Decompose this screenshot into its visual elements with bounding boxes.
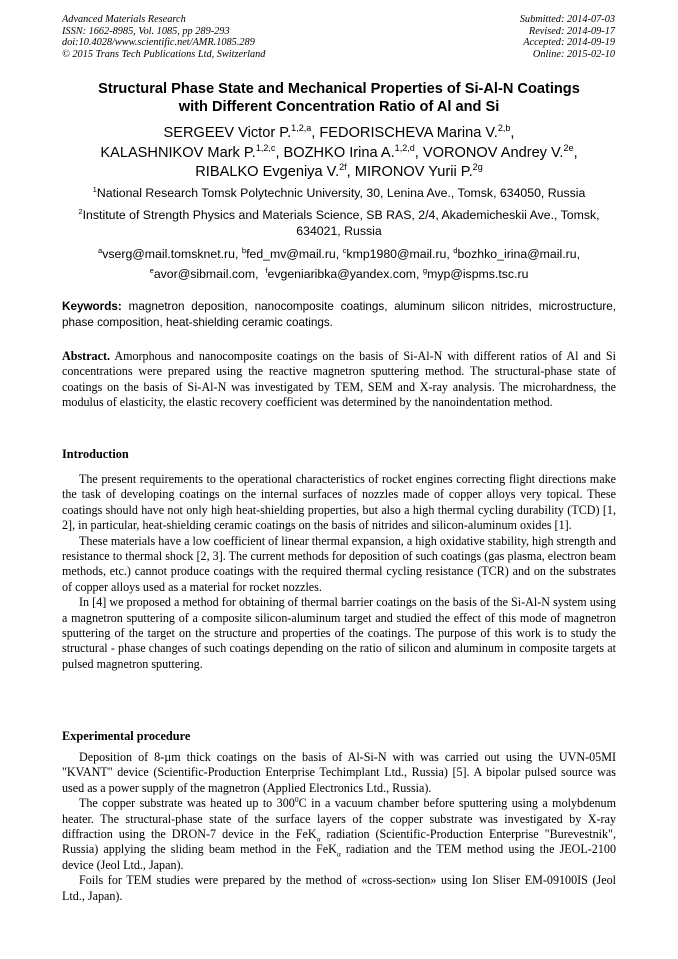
keywords-label: Keywords:	[62, 300, 122, 313]
paragraph: In [4] we proposed a method for obtaining of thermal barrier coatings on the basis of the Si-Al-N system using a magnetron sputtering of a composite silicon-aluminum target and studied the effect of this mode of magnetron sputtering of the target on the structure and properties of the coatings. The purpose of this work is to study the structural - phase changes of such coatings depending on the ratio of silicon and aluminum in composite targets at pulsed magnetron sputtering.	[62, 595, 616, 671]
text-run: C in a vacuum chamber before sputtering using a molybdenum heater. The structural-phase state of the surface layers of the copper substrate was investigated by X-ray diffraction using the DRON-7 device in the FeK	[62, 796, 616, 842]
paragraph	[62, 796, 616, 873]
email-address: avor@sibmail.com,	[153, 267, 259, 281]
keywords	[62, 299, 616, 330]
journal-name: Advanced Materials Research	[62, 14, 186, 25]
paragraph: Foils for TEM studies were prepared by the method of «cross-section» using Ion Sliser EM-09100IS (Jeol Ltd., Japan).	[62, 873, 616, 903]
subscript: α	[336, 849, 341, 859]
author-affiliation-mark: 2f	[339, 162, 347, 173]
email-mark: b	[241, 245, 247, 255]
affiliation-mark: 1	[92, 184, 97, 194]
author-name: VORONOV Andrey V.	[422, 144, 564, 161]
superscript: 0	[294, 795, 299, 805]
email-address: vserg@mail.tomsknet.ru,	[102, 247, 239, 261]
journal-header	[62, 14, 265, 60]
text-run: radiation and the TEM method using the JEOL-2100 device (Jeol Ltd., Japan).	[62, 842, 616, 872]
author-name: KALASHNIKOV Mark P.	[100, 144, 256, 161]
title-line-2: with Different Concentration Ratio of Al and Si	[178, 99, 500, 115]
keywords-text: magnetron deposition, nanocomposite coatings, aluminum silicon nitrides, microstructure, phase composition, heat-shielding ceramic coatings.	[62, 300, 617, 329]
email-mark: d	[453, 245, 458, 255]
email-mark: c	[342, 245, 347, 255]
email-list	[62, 244, 616, 284]
email-mark: g	[422, 265, 428, 275]
revised-date: Revised: 2014-09-17	[528, 25, 615, 37]
affiliation-2	[62, 207, 616, 239]
paragraph: The present requirements to the operational characteristics of rocket engines correcting flight directions make the task of developing coatings on the internal surfaces of nozzles made of copper alloys very topical. These coatings should have not only high heat-shielding properties, but also a high thermal cycling durability (TCD) [1, 2], in particular, heat-shielding ceramic coatings on the basis of nitrides and silicon-aluminum oxides [1].	[62, 472, 616, 533]
author-name: MIRONOV Yurii P.	[354, 164, 473, 180]
author-affiliation-mark: 2g	[472, 162, 483, 173]
email-mark: a	[97, 245, 103, 255]
affiliation-1	[62, 185, 616, 201]
email-address: kmp1980@mail.ru,	[346, 247, 450, 261]
affiliation-text: Institute of Strength Physics and Materials Science, SB RAS, 2/4, Akademicheskii Ave., Tomsk, 634021, Russia	[82, 208, 600, 238]
affiliation-text: National Research Tomsk Polytechnic University, 30, Lenina Ave., Tomsk, 634050, Russia	[96, 186, 586, 200]
issn: ISSN: 1662-8985, Vol. 1085, pp 289-293	[62, 25, 230, 37]
subscript: α	[316, 834, 321, 844]
email-address: fed_mv@mail.ru,	[246, 247, 340, 261]
email-mark: f	[265, 265, 268, 275]
author-name: BOZHKO Irina A.	[283, 144, 395, 161]
author-list: SERGEEV Victor P.$^{1,2,a}$, FEDORISCHEVA Marina V.$^{2,b}$, KALASHNIKOV Mark P.$^{1,2,c}$, BOZHKO Irina A.$^{1,2,d}$, VORONOV Andrey V.$^{2e}$, RIBALKO Evgeniya V.$^{2f}$, MIRONOV Yurii P.$^{2g}$	[100, 123, 578, 180]
submitted-date: Submitted: 2014-07-03	[519, 14, 615, 25]
separator: ,	[346, 164, 355, 180]
email-address: evgeniaribka@yandex.com,	[267, 267, 420, 281]
author-affiliation-mark: 1,2,d	[394, 142, 415, 153]
section-heading-introduction: Introduction	[62, 447, 129, 461]
section-heading-experimental: Experimental procedure	[62, 729, 191, 743]
author-affiliation-mark: 1,2,c	[255, 142, 276, 153]
separator: ,	[275, 144, 284, 161]
abstract-label: Abstract.	[62, 349, 111, 363]
abstract-text: Amorphous and nanocomposite coatings on the basis of Si-Al-N with different ratios of Al and Si concentrations were prepared using the reactive magnetron sputtering method. The structural-phase state of coatings on the basis of Si-Al-N was investigated by TEM, SEM and X-ray analysis. The microhardness, the modulus of elasticity, the elastic recovery coefficient was determined by the nanoindentation method.	[62, 349, 616, 410]
text-run: The copper substrate was heated up to 300	[79, 796, 295, 811]
copyright: © 2015 Trans Tech Publications Ltd, Switzerland	[62, 48, 266, 60]
author-affiliation-mark: 2,b	[497, 123, 511, 134]
experimental-body	[62, 750, 616, 904]
text-run: radiation (Scientific-Production Enterprise "Burevestnik", Russia) applying the sliding beam method in the FeK	[62, 827, 617, 857]
author-name: FEDORISCHEVA Marina V.	[319, 125, 498, 141]
paragraph: Deposition of 8-µm thick coatings on the basis of Al-Si-N with was carried out using the UVN-05MI "KVANT" device (Scientific-Production Enterprise Techimplant Ltd., Russia) [5]. A bipolar pulsed source was used as a power supply of the magnetron (Applied Electronics Ltd., Russia).	[62, 750, 616, 795]
accepted-date: Accepted: 2014-09-19	[523, 37, 615, 48]
title-line-1: Structural Phase State and Mechanical Properties of Si-Al-N Coatings	[98, 81, 580, 97]
affiliation-mark: 2	[78, 206, 83, 216]
author-name: SERGEEV Victor P.	[163, 125, 292, 141]
email-address: myp@ispms.tsc.ru	[427, 267, 529, 281]
paper-title	[62, 80, 616, 116]
paragraph: These materials have a low coefficient of linear thermal expansion, a high oxidative stability, high strength and resistance to thermal shock [2, 3]. The current methods for deposition of such coatings (gas plasma, electron beam methods, etc.) cannot produce coatings with the required thermal cycling resistance (TCR) and on the substrates of copper alloys used as a material for rocket nozzles.	[62, 533, 616, 594]
separator: ,	[414, 144, 423, 161]
separator: ,	[311, 125, 320, 141]
online-date: Online: 2015-02-10	[532, 48, 615, 60]
email-address: bozhko_irina@mail.ru,	[457, 247, 580, 261]
doi: doi:10.4028/www.scientific.net/AMR.1085.289	[62, 37, 255, 48]
abstract	[62, 349, 616, 411]
dates-header	[520, 14, 615, 60]
author-name: RIBALKO Evgeniya V.	[195, 164, 340, 180]
introduction-body	[62, 472, 616, 672]
author-affiliation-mark: 1,2,a	[291, 123, 312, 134]
author-affiliation-mark: 2e	[563, 142, 574, 153]
email-mark: e	[149, 265, 154, 275]
